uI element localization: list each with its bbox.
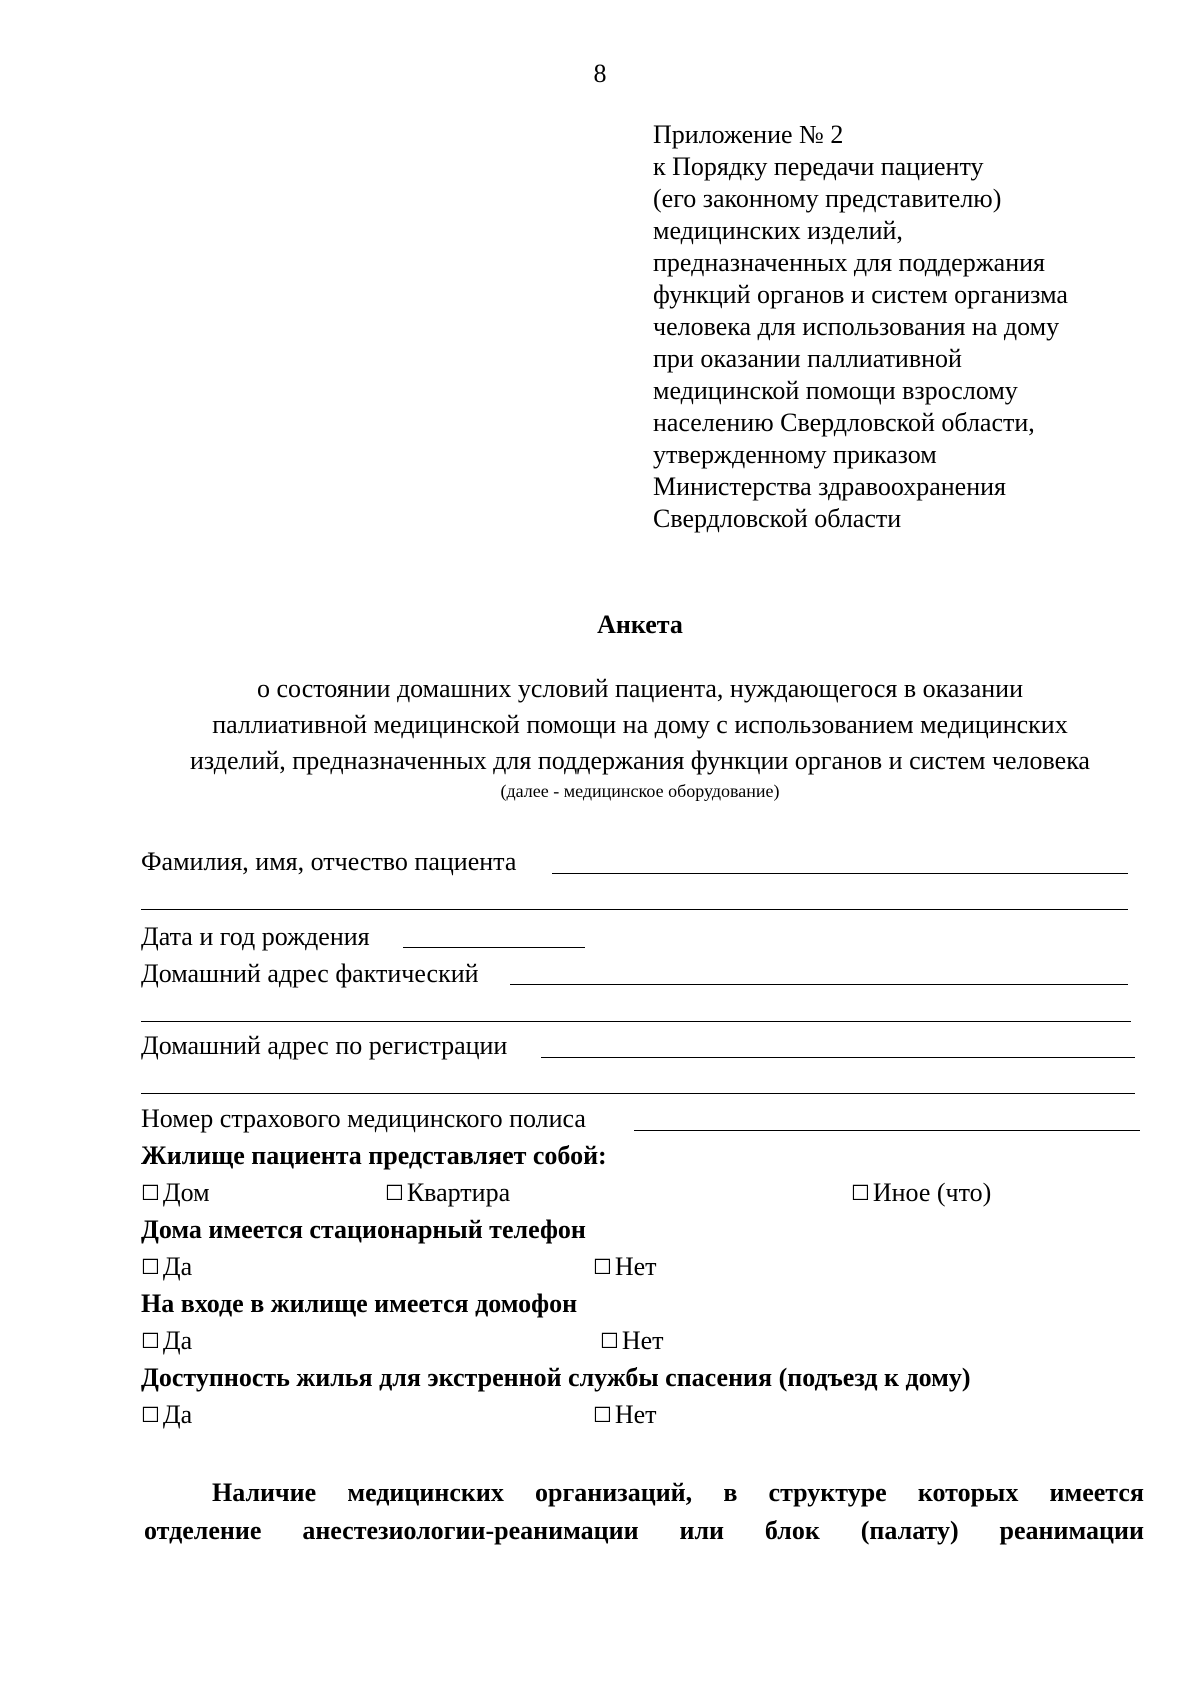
checkbox-icon[interactable]: ☐ <box>851 1181 870 1205</box>
dwelling-question: Жилище пациента представляет собой: <box>141 1141 607 1170</box>
appendix-line: (его законному представителю) <box>653 184 1002 213</box>
birth-date-field-line[interactable] <box>403 947 585 948</box>
page-number: 8 <box>593 59 607 88</box>
appendix-line: медицинской помощи взрослому <box>653 376 1018 405</box>
appendix-line: предназначенных для поддержания <box>653 248 1046 277</box>
checkbox-icon[interactable]: ☐ <box>385 1181 404 1205</box>
paragraph-line: Наличие медицинских организаций, в структуре которых имеется <box>212 1478 1144 1507</box>
appendix-header <box>653 119 1068 535</box>
checkbox-icon[interactable]: ☐ <box>141 1255 160 1279</box>
subtitle-line: о состоянии домашних условий пациента, нуждающегося в оказании <box>257 674 1023 703</box>
appendix-line: при оказании паллиативной <box>653 344 962 373</box>
appendix-line: функций органов и систем организма <box>653 280 1068 309</box>
phone-option-yes[interactable] <box>141 1251 192 1284</box>
policy-number-label: Номер страхового медицинского полиса <box>141 1104 586 1133</box>
intercom-option-no[interactable] <box>600 1325 664 1358</box>
paragraph-line: отделение анестезиологии-реанимации или блок (палату) реанимации <box>144 1516 1144 1545</box>
access-question: Доступность жилья для экстренной службы спасения (подъезд к дому) <box>141 1363 971 1392</box>
option-label: Дом <box>162 1178 210 1207</box>
checkbox-icon[interactable]: ☐ <box>593 1403 612 1427</box>
actual-address-field-line-2[interactable] <box>141 1021 1131 1022</box>
checkbox-icon[interactable]: ☐ <box>593 1255 612 1279</box>
option-label: Да <box>162 1400 193 1429</box>
appendix-line: медицинских изделий, <box>653 216 903 245</box>
dwelling-option-other[interactable] <box>851 1177 991 1210</box>
access-option-yes[interactable] <box>141 1399 192 1432</box>
checkbox-icon[interactable]: ☐ <box>141 1329 160 1353</box>
access-option-no[interactable] <box>593 1399 657 1432</box>
actual-address-field-line[interactable] <box>510 984 1128 985</box>
full-name-field-line-2[interactable] <box>141 909 1128 910</box>
appendix-line: к Порядку передачи пациенту <box>653 152 984 181</box>
option-label: Да <box>162 1326 193 1355</box>
policy-number-field-line[interactable] <box>634 1130 1140 1131</box>
checkbox-icon[interactable]: ☐ <box>141 1181 160 1205</box>
appendix-line: Приложение № 2 <box>653 120 844 149</box>
option-label: Иное (что) <box>872 1178 992 1207</box>
intercom-question: На входе в жилище имеется домофон <box>141 1289 578 1318</box>
form-title: Анкета <box>597 610 683 639</box>
form-note: (далее - медицинское оборудование) <box>500 781 780 801</box>
birth-date-label: Дата и год рождения <box>141 922 370 951</box>
dwelling-option-house[interactable] <box>141 1177 210 1210</box>
form-subtitle <box>140 671 1140 779</box>
option-label: Нет <box>614 1400 657 1429</box>
actual-address-label: Домашний адрес фактический <box>141 959 479 988</box>
appendix-line: Министерства здравоохранения <box>653 472 1006 501</box>
registration-address-field-line[interactable] <box>541 1057 1135 1058</box>
checkbox-icon[interactable]: ☐ <box>600 1329 619 1353</box>
appendix-line: человека для использования на дому <box>653 312 1060 341</box>
option-label: Нет <box>614 1252 657 1281</box>
option-label: Квартира <box>406 1178 511 1207</box>
appendix-line: Свердловской области <box>653 504 902 533</box>
phone-option-no[interactable] <box>593 1251 657 1284</box>
registration-address-label: Домашний адрес по регистрации <box>141 1031 508 1060</box>
full-name-label: Фамилия, имя, отчество пациента <box>141 847 517 876</box>
phone-question: Дома имеется стационарный телефон <box>141 1215 586 1244</box>
appendix-line: населению Свердловской области, <box>653 408 1035 437</box>
medical-organizations-paragraph <box>144 1474 1144 1550</box>
subtitle-line: изделий, предназначенных для поддержания функции органов и систем человека <box>190 746 1090 775</box>
appendix-line: утвержденному приказом <box>653 440 937 469</box>
dwelling-option-apartment[interactable] <box>385 1177 510 1210</box>
full-name-field-line[interactable] <box>552 873 1128 874</box>
option-label: Нет <box>621 1326 664 1355</box>
subtitle-line: паллиативной медицинской помощи на дому с использованием медицинских <box>212 710 1068 739</box>
intercom-option-yes[interactable] <box>141 1325 192 1358</box>
checkbox-icon[interactable]: ☐ <box>141 1403 160 1427</box>
option-label: Да <box>162 1252 193 1281</box>
registration-address-field-line-2[interactable] <box>141 1093 1135 1094</box>
